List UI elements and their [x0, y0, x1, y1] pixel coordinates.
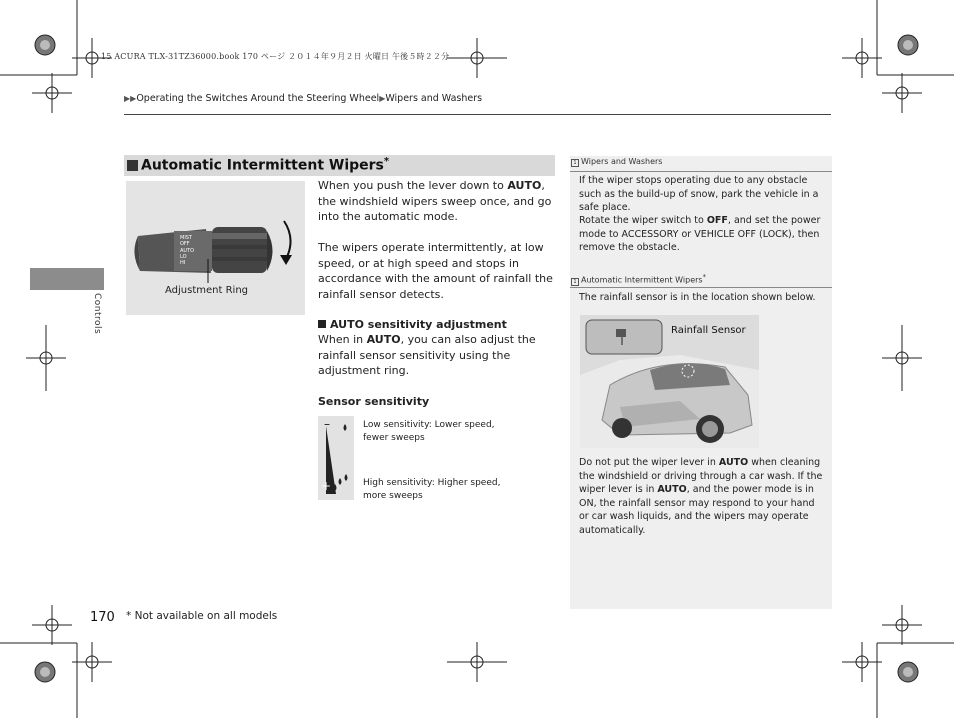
side-tab-label: Controls	[92, 293, 102, 335]
side-tab	[30, 268, 104, 290]
section-asterisk: *	[383, 156, 390, 167]
car-illustration	[580, 315, 759, 448]
sensitivity-minus: –	[324, 417, 330, 431]
raindrop-icon	[344, 424, 347, 431]
breadcrumb-arrows: ▶▶	[124, 94, 137, 103]
section-square-icon	[127, 160, 138, 171]
note-wipers-washers-head: 1 Wipers and Washers	[570, 157, 832, 172]
lever-label-mist: MIST	[180, 235, 193, 241]
sub-heading-square-icon	[318, 320, 326, 328]
para-intermittent: The wipers operate intermittently, at low speed, or at high speed and stops in accordance with the amount of rainfall the rainfall sensor detects.	[318, 241, 553, 301]
breadcrumb-arrow: ▶	[379, 94, 386, 103]
breadcrumb-level1: Operating the Switches Around the Steering Wheel	[136, 93, 380, 104]
breadcrumb-level2: Wipers and Washers	[385, 93, 483, 104]
page-number: 170	[90, 610, 115, 625]
raindrop-icon	[345, 474, 348, 481]
para-adjust-ring: When in AUTO, you can also adjust the rainfall sensor sensitivity using the adjustment ring.	[318, 333, 536, 377]
wiper-lever-illustration	[126, 181, 305, 315]
high-sensitivity-text: High sensitivity: Higher speed, more sweeps	[363, 478, 501, 501]
sensitivity-graphic	[318, 416, 354, 500]
note-wipers-p2: Rotate the wiper switch to OFF, and set the power mode to ACCESSORY or VEHICLE OFF (LOCK), then remove the obstacle.	[579, 215, 821, 253]
lever-label-off: OFF	[180, 241, 190, 247]
auto-sensitivity-heading: AUTO sensitivity adjustment	[318, 317, 556, 333]
para-auto-mode: When you push the lever down to AUTO, the windshield wipers sweep once, and go into the automatic mode.	[318, 179, 552, 223]
section-title: Automatic Intermittent Wipers*	[141, 156, 390, 174]
sensor-sensitivity-heading: Sensor sensitivity	[318, 395, 430, 408]
lever-label-hi: HI	[180, 260, 186, 266]
book-header-line: 15 ACURA TLX-31TZ36000.book 170 ページ ２０１４年９月２日 火曜日 午後５時２２分	[101, 52, 450, 61]
footnote: * Not available on all models	[126, 610, 278, 622]
sensitivity-plus: +	[321, 479, 332, 493]
low-sensitivity-text: Low sensitivity: Lower speed, fewer sweeps	[363, 420, 495, 443]
note-auto-p2: Do not put the wiper lever in AUTO when cleaning the windshield or driving through a car wash. If the wiper lever is in AUTO, and the power mode is in ON, the rainfall sensor may respond to your hand or car wash liquids, and the wipers may operate automatically.	[579, 457, 823, 536]
note-auto-wipers-head: 1 Automatic Intermittent Wipers*	[570, 273, 832, 288]
lever-label-lo: LO	[180, 254, 187, 260]
breadcrumb	[124, 93, 482, 104]
adjustment-ring-caption: Adjustment Ring	[165, 285, 249, 296]
note-icon: 1	[571, 278, 579, 286]
raindrop-icon	[339, 478, 342, 485]
section-heading	[124, 155, 555, 176]
rainfall-sensor-caption: Rainfall Sensor	[671, 325, 746, 336]
note-icon: 1	[571, 159, 579, 167]
header-rule	[124, 114, 831, 115]
note-auto-p1: The rainfall sensor is in the location shown below.	[579, 292, 816, 303]
lever-label-auto: AUTO	[180, 248, 195, 254]
note-wipers-p1: If the wiper stops operating due to any obstacle such as the build-up of snow, park the vehicle in a safe place.	[579, 175, 819, 213]
